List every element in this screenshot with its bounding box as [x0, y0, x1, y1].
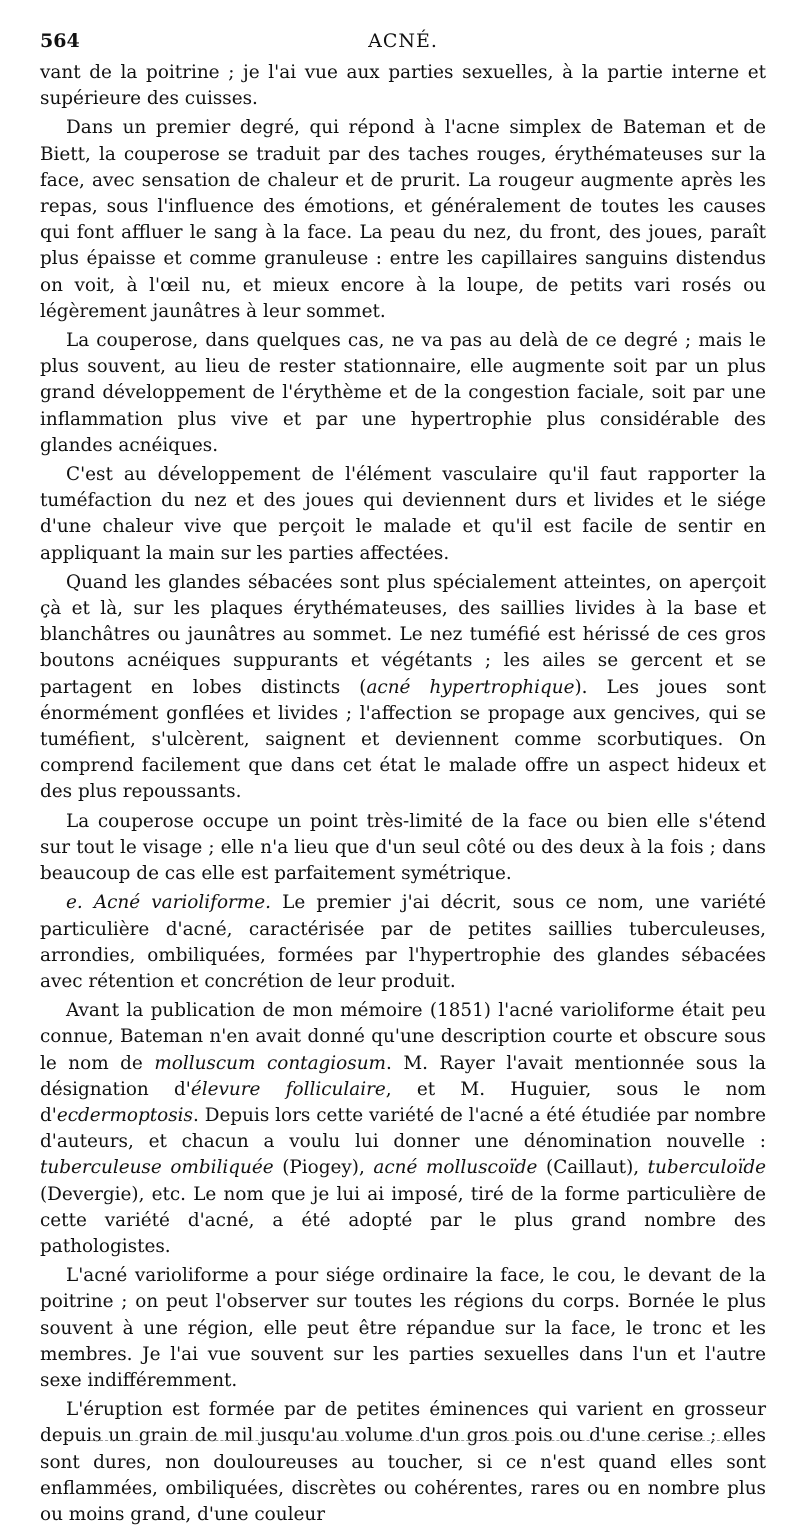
- paragraph: [40, 809, 766, 888]
- italic-term: acné molluscoïde: [373, 1157, 538, 1179]
- paragraph: [40, 1397, 766, 1528]
- text-run: L'acné varioliforme a pour siége ordinaire la face, le cou, le devant de la poitrine ; on peut l'observer sur toutes les régions du corps. Bornée le plus souvent à une région, elle peut être répandue sur la face, le tronc et les membres. Je l'ai vue souvent sur les parties sexuelles dans l'un et l'autre sexe indifféremment.: [40, 1265, 766, 1391]
- paragraph: [40, 890, 766, 995]
- body-text: [40, 60, 766, 1528]
- italic-term: tuberculeuse ombiliquée: [40, 1157, 274, 1179]
- italic-term: acné hypertrophique: [366, 676, 575, 698]
- italic-term: e. Acné varioliforme.: [66, 892, 271, 914]
- text-run: C'est au développement de l'élément vasculaire qu'il faut rapporter la tuméfaction du nez et des joues qui deviennent durs et livides et le siége d'une chaleur vive que perçoit le malade et qu'il est facile de sentir en appliquant la main sur les parties affectées.: [40, 464, 766, 564]
- text-run: vant de la poitrine ; je l'ai vue aux parties sexuelles, à la partie interne et supérieure des cuisses.: [40, 62, 766, 110]
- text-run: . M. Rayer l'avait mentionnée sous la désignation d': [40, 1052, 766, 1100]
- paragraph: [40, 1263, 766, 1394]
- text-run: . Depuis lors cette variété de l'acné a été étudiée par nombre d'auteurs, et chacun a voulu lui donner une dénomination nouvelle :: [40, 1104, 766, 1153]
- text-run: , et M. Huguier, sous le nom d': [40, 1078, 766, 1126]
- text-run: L'éruption est formée par de petites éminences qui varient en grosseur depuis un grain de mil jusqu'au volume d'un gros pois ou d'une cerise ; elles sont dures, non douloureuses au toucher, si ce n'est quand elles sont enflammées, ombiliquées, discrètes ou cohérentes, rares ou en nombre plus ou moins grand, d'une couleur: [40, 1399, 766, 1525]
- paragraph: [40, 462, 766, 567]
- paragraph: [40, 115, 766, 325]
- paragraph: [40, 328, 766, 459]
- italic-term: élevure folliculaire: [190, 1078, 386, 1100]
- page-bottom-rule: [90, 1440, 750, 1441]
- text-run: (Devergie), etc. Le nom que je lui ai imposé, tiré de la forme particulière de cette variété d'acné, a été adopté par le plus grand nombre des pathologistes.: [40, 1183, 766, 1257]
- paragraph: [40, 60, 766, 112]
- page-header: [40, 30, 766, 60]
- italic-term: ecdermoptosis: [56, 1104, 193, 1126]
- text-run: Le premier j'ai décrit, sous ce nom, une variété particulière d'acné, caractérisée par de petites saillies tuberculeuses, arrondies, ombiliquées, formées par l'hypertrophie des glandes sébacées avec rétention et concrétion de leur produit.: [40, 892, 766, 992]
- text-run: Avant la publication de mon mémoire (1851) l'acné varioliforme était peu connue, Bateman n'en avait donné qu'une description courte et obscure sous le nom de: [40, 1000, 766, 1074]
- book-page: [40, 30, 766, 1531]
- text-run: Dans un premier degré, qui répond à l'acne simplex de Bateman et de Biett, la couperose se traduit par des taches rouges, érythémateuses sur la face, avec sensation de chaleur et de prurit. La rougeur augmente après les repas, sous l'influence des émotions, et généralement de toutes les causes qui font affluer le sang à la face. La peau du nez, du front, des joues, paraît plus épaisse et comme granuleuse : entre les capillaires sanguins distendus on voit, à l'œil nu, et mieux encore à la loupe, de petits vari rosés ou légèrement jaunâtres à leur sommet.: [40, 117, 766, 322]
- text-run: La couperose occupe un point très-limité de la face ou bien elle s'étend sur tout le visage ; elle n'a lieu que d'un seul côté ou des deux à la fois ; dans beaucoup de cas elle est parfaitement symétrique.: [40, 810, 766, 885]
- paragraph: [40, 570, 766, 806]
- text-run: La couperose, dans quelques cas, ne va pas au delà de ce degré ; mais le plus souvent, au lieu de rester stationnaire, elle augmente soit par un plus grand développement de l'érythème et de la congestion faciale, soit par une inflammation plus vive et par une hypertrophie plus considérable des glandes acnéiques.: [40, 330, 766, 456]
- text-run: (Caillaut),: [537, 1157, 648, 1179]
- italic-term: molluscum contagiosum: [154, 1052, 386, 1074]
- running-head: ACNÉ.: [368, 30, 438, 52]
- text-run: ). Les joues sont énormément gonflées et livides ; l'affection se propage aux gencives, qui se tuméfient, s'ulcèrent, saignent et deviennent comme scorbutiques. On comprend facilement que dans cet état le malade offre un aspect hideux et des plus repoussants.: [40, 676, 766, 803]
- text-run: (Piogey),: [273, 1157, 374, 1179]
- italic-term: tuberculoïde: [647, 1157, 766, 1179]
- page-number: 564: [40, 30, 80, 52]
- paragraph: [40, 998, 766, 1260]
- text-run: Quand les glandes sébacées sont plus spécialement atteintes, on aperçoit çà et là, sur les plaques érythémateuses, des saillies livides à la base et blanchâtres ou jaunâtres au sommet. Le nez tuméfié est hérissé de ces gros boutons acnéiques suppurants et végétants ; les ailes se gercent et se partagent en lobes distincts (: [40, 571, 766, 698]
